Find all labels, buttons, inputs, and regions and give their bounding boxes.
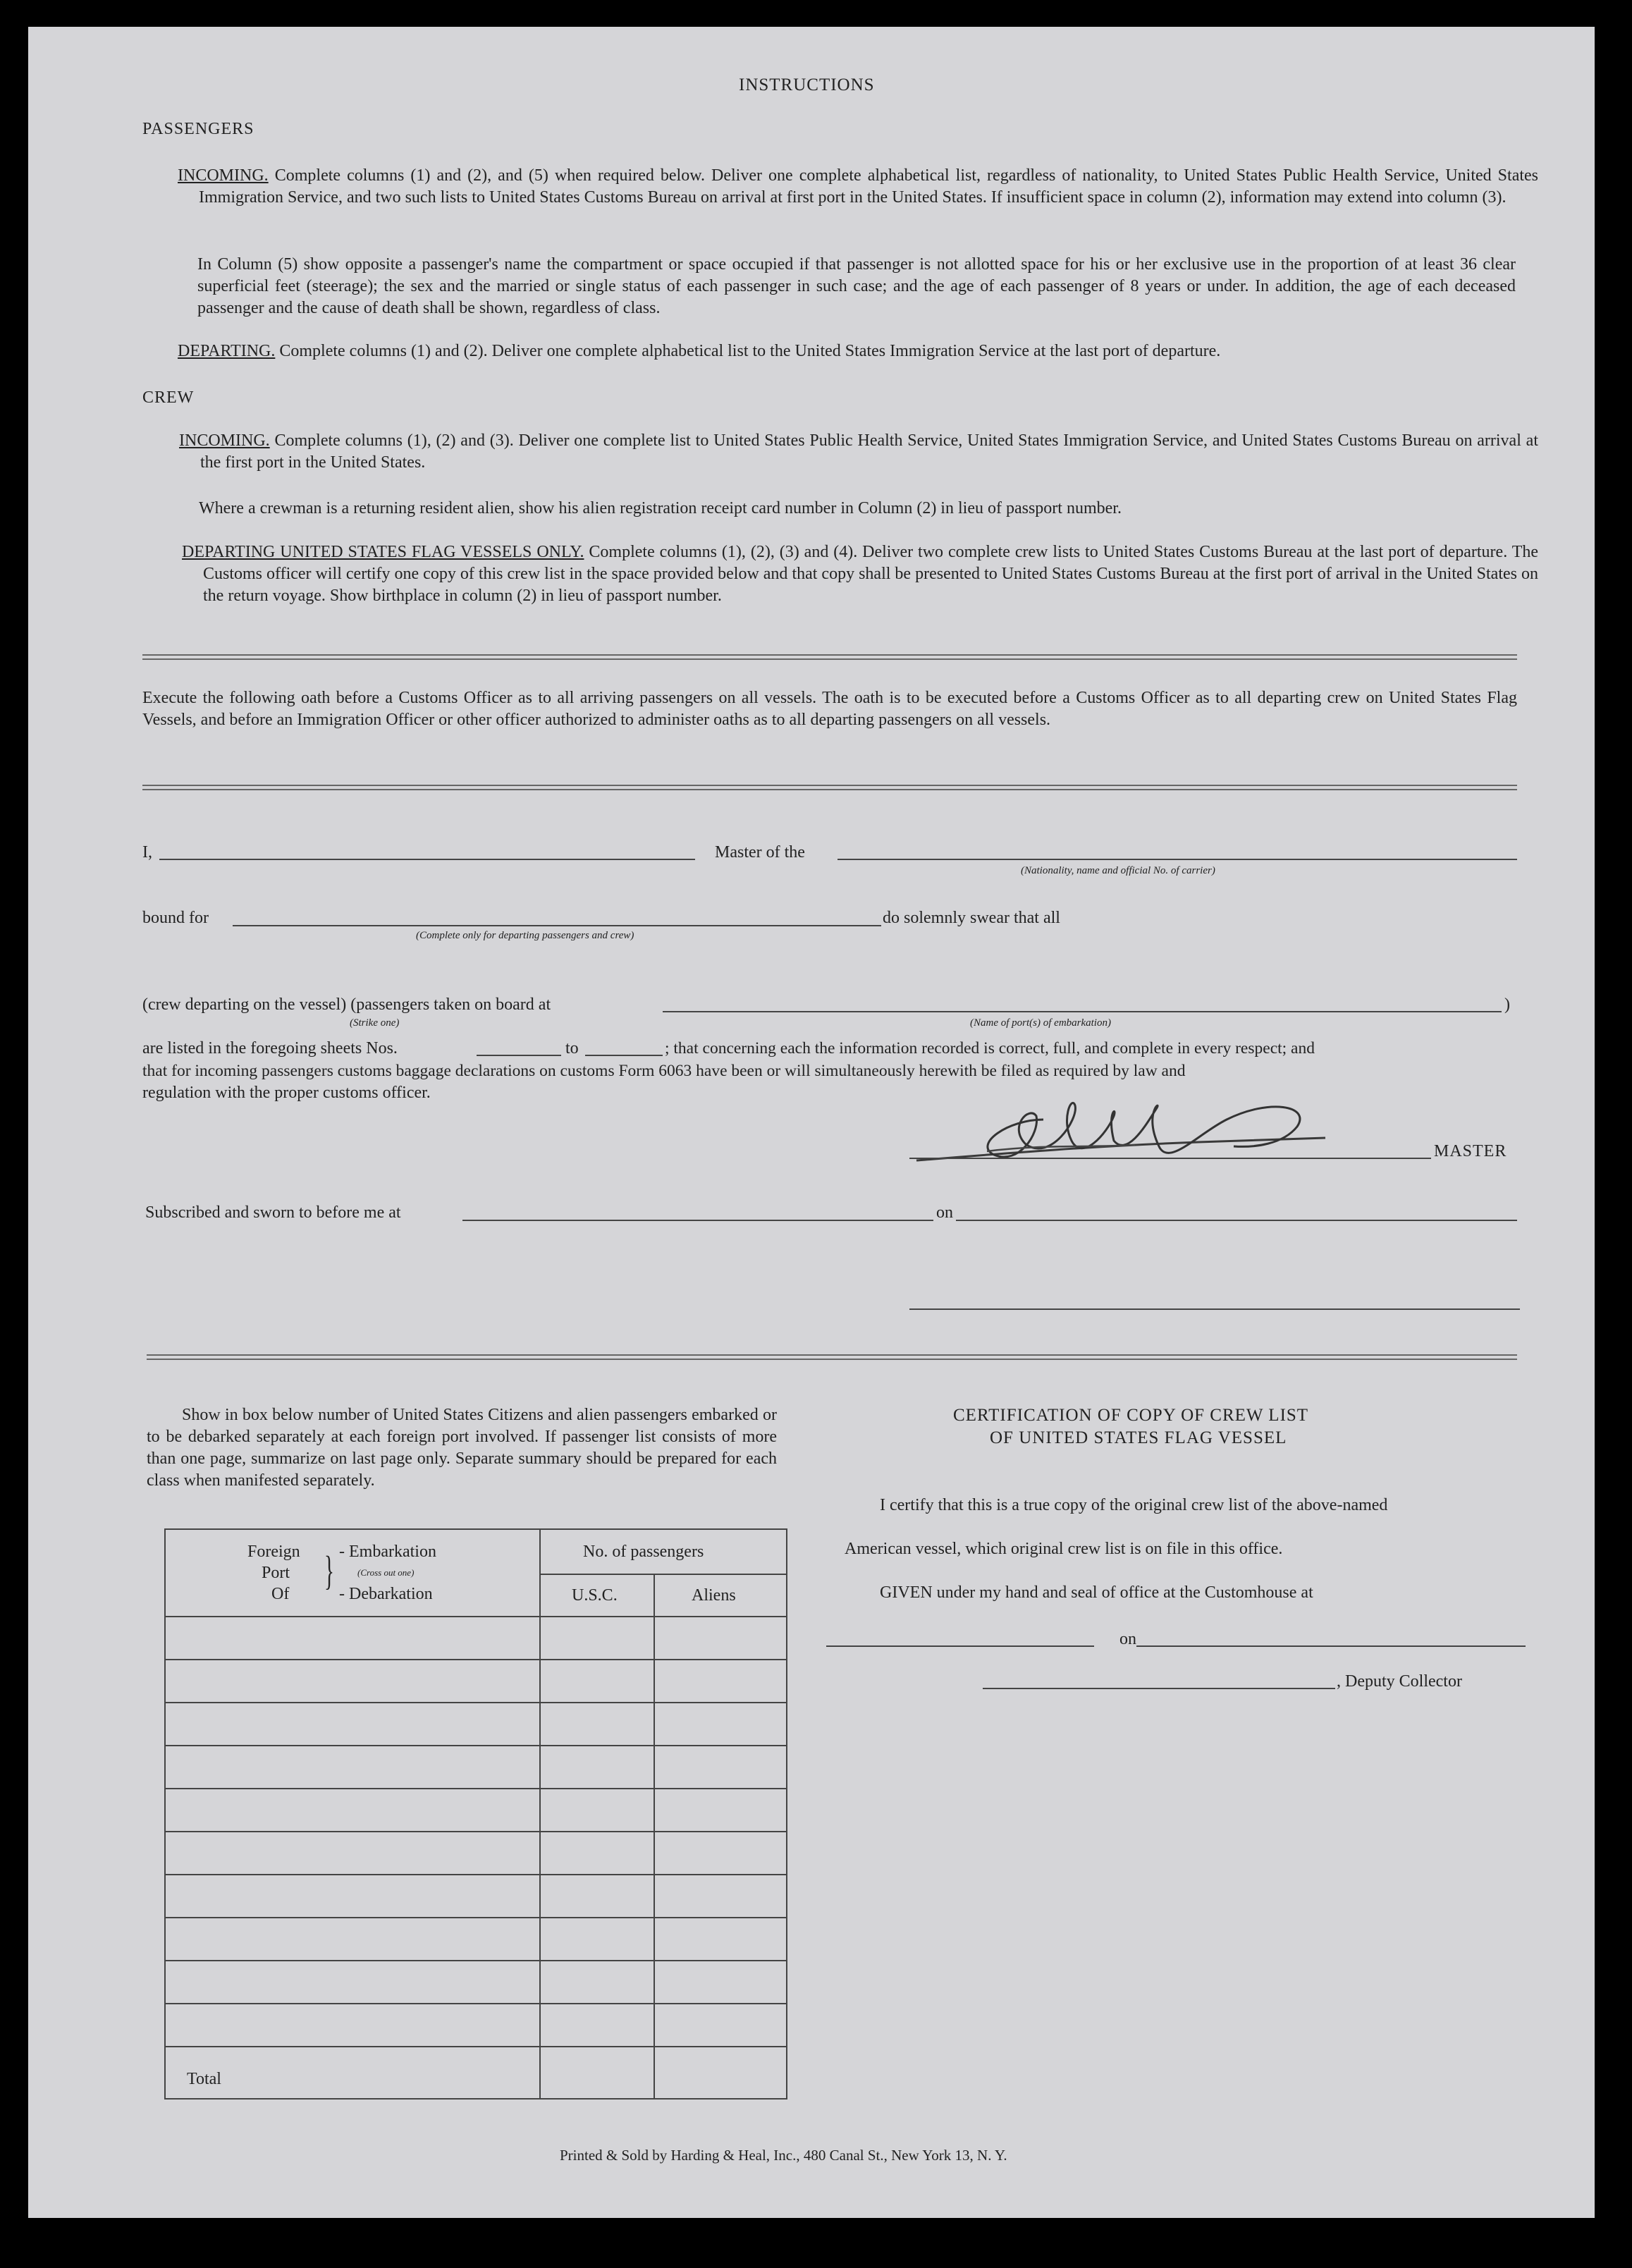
oath-i-label: I, (142, 843, 152, 862)
table-row[interactable] (166, 1874, 786, 1875)
cross-out-caption: (Cross out one) (357, 1567, 415, 1578)
col-foreign-label: Foreign (247, 1543, 300, 1561)
summary-instructions: Show in box below number of United States Citizens and alien passengers embarked or to be debarked separately at each foreign port involved. If passenger list consists of more than one page, summarize on last page only. Separate summary should be prepared for each class when manifested separately. (147, 1406, 777, 1490)
deputy-collector-signature-line[interactable] (983, 1688, 1335, 1689)
listed-text-line3: regulation with the proper customs officer. (142, 1084, 431, 1102)
section-divider (147, 1354, 1517, 1360)
sworn-date-field[interactable] (956, 1220, 1517, 1221)
subscribed-text: Subscribed and sworn to before me at (145, 1203, 401, 1222)
customhouse-field[interactable] (826, 1645, 1094, 1647)
certification-line2: American vessel, which original crew list is on file in this office. (845, 1540, 1283, 1558)
listed-text-a: are listed in the foregoing sheets Nos. (142, 1039, 398, 1058)
embarkation-label: - Embarkation (339, 1543, 436, 1561)
table-row[interactable] (166, 1831, 786, 1832)
col-of-label: Of (271, 1585, 290, 1603)
master-signature (902, 1077, 1354, 1183)
passengers-incoming-paragraph-2: In Column (5) show opposite a passenger's name the compartment or space occupied if that passenger is not allotted space for his or her exclusive use in the proportion of at least 36 clear superficial feet (steerage); the sex and the married or single status of each passenger in such case; and the age of each passenger of 8 years or under. In addition, the age of each deceased passenger and the cause of death shall be shown, regardless of class. (197, 255, 1516, 317)
crew-departing-paragraph (182, 541, 1538, 607)
certification-date-field[interactable] (1136, 1645, 1526, 1647)
carrier-caption: (Nationality, name and official No. of carrier) (1021, 865, 1215, 876)
crew-incoming-paragraph-2: Where a crewman is a returning resident alien, show his alien registration receipt card number in Column (2) in lieu of passport number. (199, 499, 1122, 517)
col-port-label: Port (262, 1564, 290, 1582)
certification-line3: GIVEN under my hand and seal of office at the Customhouse at (880, 1583, 1313, 1602)
crew-incoming-text: Complete columns (1), (2) and (3). Deliver one complete list to United States Public Health Service, United States Immigration Service, and United States Customs Bureau on arrival at the first port in the United States. (200, 431, 1539, 472)
strike-one-caption: (Strike one) (350, 1017, 400, 1029)
listed-to-label: to (565, 1039, 579, 1058)
certification-line1: I certify that this is a true copy of the original crew list of the above-named (880, 1496, 1388, 1514)
passengers-departing-text: Complete columns (1) and (2). Deliver one complete alphabetical list to the United States Immigration Service at the last port of departure. (279, 342, 1221, 360)
bound-for-field[interactable] (233, 925, 881, 926)
crew-heading: CREW (142, 388, 195, 407)
certification-on-label: on (1119, 1630, 1136, 1648)
aliens-label: Aliens (692, 1586, 736, 1605)
debarkation-label: - Debarkation (339, 1585, 433, 1603)
passengers-heading: PASSENGERS (142, 120, 254, 138)
passenger-summary-table (164, 1528, 787, 2100)
ports-caption: (Name of port(s) of embarkation) (970, 1017, 1111, 1029)
sheet-to-field[interactable] (585, 1055, 663, 1056)
table-row[interactable] (166, 1960, 786, 1961)
officer-signature-line[interactable] (909, 1308, 1520, 1310)
table-row[interactable] (166, 1917, 786, 1918)
listed-text-line2: that for incoming passengers customs baggage declarations on customs Form 6063 have been or will simultaneously herewith be filed as required by law and (142, 1062, 1186, 1080)
table-row[interactable] (166, 2003, 786, 2004)
crew-departing-label: DEPARTING UNITED STATES FLAG VESSELS ONLY. (182, 543, 584, 561)
crew-passengers-text: (crew departing on the vessel) (passengers taken on board at (142, 995, 551, 1014)
usc-label: U.S.C. (572, 1586, 618, 1605)
section-divider (142, 654, 1517, 660)
instructions-title: INSTRUCTIONS (739, 75, 875, 94)
passengers-departing-label: DEPARTING. (178, 342, 276, 360)
brace-icon: } (324, 1547, 334, 1593)
master-of-the-label: Master of the (715, 843, 805, 862)
ports-field[interactable] (663, 1011, 1502, 1012)
total-label: Total (187, 2070, 221, 2088)
form-sheet (28, 27, 1595, 2218)
table-row[interactable] (166, 1702, 786, 1703)
crew-incoming-paragraph (179, 430, 1538, 474)
sheet-from-field[interactable] (477, 1055, 561, 1056)
solemnly-swear-text: do solemnly swear that all (883, 909, 1060, 927)
carrier-field[interactable] (838, 859, 1517, 860)
listed-text-b: ; that concerning each the information recorded is correct, full, and complete in every respect; and (665, 1039, 1315, 1058)
deputy-collector-label: , Deputy Collector (1337, 1672, 1462, 1691)
printer-footer: Printed & Sold by Harding & Heal, Inc., 480 Canal St., New York 13, N. Y. (560, 2147, 1007, 2164)
passengers-incoming-text: Complete columns (1) and (2), and (5) when required below. Deliver one complete alphabetical list, regardless of nationality, to United States Public Health Service, United States Immigration Service, and two such lists to United States Customs Bureau on arrival at first port in the United States. If insufficient space in column (2), information may extend into column (3). (199, 166, 1539, 207)
crew-departing-text: Complete columns (1), (2), (3) and (4). Deliver two complete crew lists to United States Customs Bureau at the last port of departure. The Customs officer will certify one copy of this crew list in the space provided below and that copy shall be presented to United States Customs Bureau at the first port of arrival in the United States on the return voyage. Show birthplace in column (2) in lieu of passport number. (203, 543, 1539, 605)
master-signature-line[interactable] (909, 1158, 1431, 1159)
close-paren: ) (1504, 995, 1510, 1014)
table-row[interactable] (166, 1745, 786, 1746)
table-row[interactable] (166, 2046, 786, 2047)
certification-title-line1: CERTIFICATION OF COPY OF CREW LIST (953, 1406, 1309, 1425)
sworn-place-field[interactable] (462, 1220, 933, 1221)
table-row[interactable] (166, 1659, 786, 1660)
passengers-incoming-label: INCOMING. (178, 166, 269, 185)
master-name-field[interactable] (159, 859, 695, 860)
bound-for-caption: (Complete only for departing passengers and crew) (416, 930, 634, 941)
table-row[interactable] (166, 1788, 786, 1789)
crew-incoming-label: INCOMING. (179, 431, 270, 450)
master-label: MASTER (1434, 1142, 1507, 1160)
bound-for-label: bound for (142, 909, 209, 927)
sworn-on-label: on (936, 1203, 953, 1222)
section-divider (142, 785, 1517, 790)
oath-intro: Execute the following oath before a Customs Officer as to all arriving passengers on all vessels. The oath is to be executed before a Customs Officer as to all departing crew on United States Flag Vessels, and before an Immigration Officer or other officer authorized to administer oaths as to all departing passengers on all vessels. (142, 689, 1517, 729)
passengers-incoming-paragraph (178, 165, 1538, 209)
no-passengers-label: No. of passengers (583, 1543, 704, 1561)
passengers-departing-paragraph (178, 341, 1517, 362)
certification-title-line2: OF UNITED STATES FLAG VESSEL (990, 1428, 1287, 1447)
